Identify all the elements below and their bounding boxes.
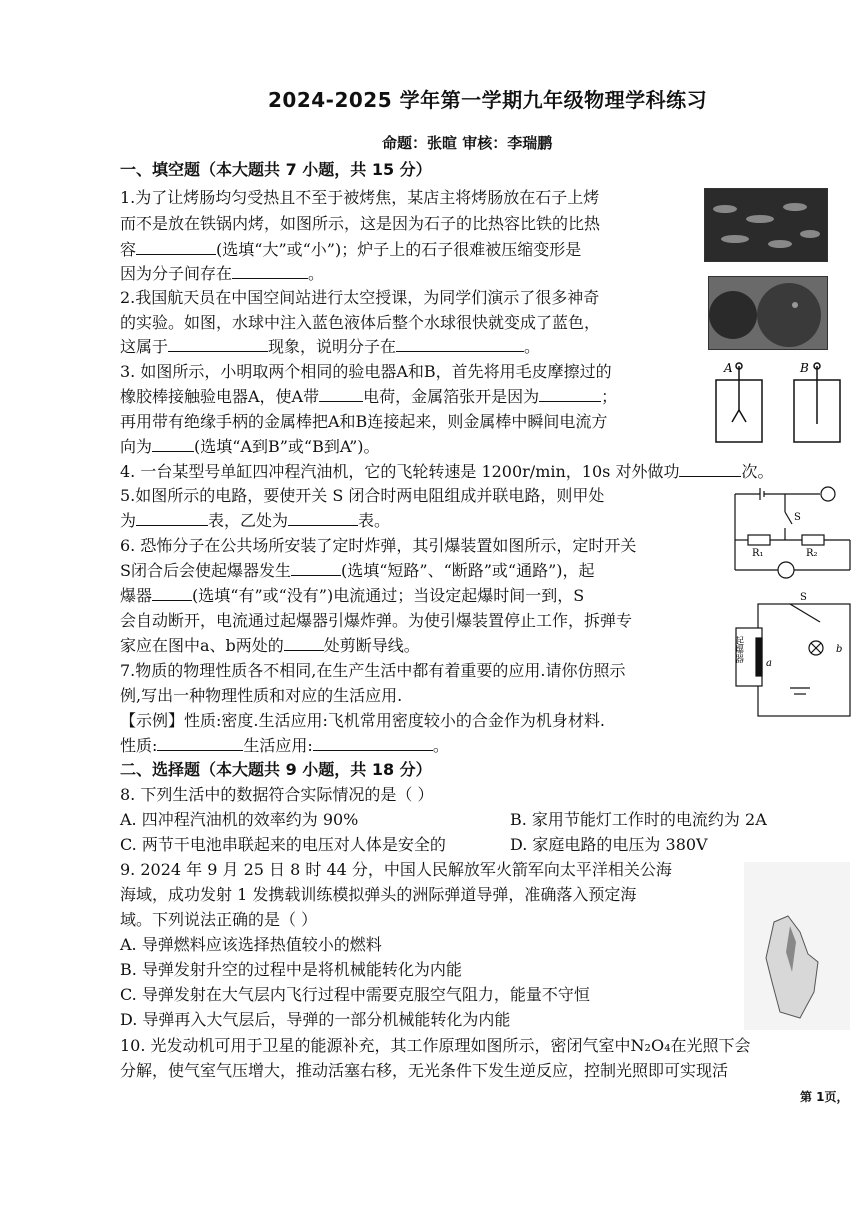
- q1-text: 因为分子间存在: [120, 264, 233, 283]
- q9-option-c[interactable]: C. 导弹发射在大气层内飞行过程中需要克服空气阻力，能量不守恒: [120, 985, 590, 1004]
- q6-text: (选填“有”或“没有”)电流通过；当设定起爆时间一到，S: [192, 586, 585, 605]
- q6-line2: [120, 561, 595, 581]
- missile-photo: [744, 862, 850, 1030]
- answer-blank[interactable]: [168, 337, 268, 352]
- bomb-circuit-figure: [730, 592, 855, 722]
- q4-text: 4. 一台某型号单缸四冲程汽油机，它的飞轮转速是 1200r/min，10s 对外做功: [120, 462, 680, 481]
- section1-heading: 一、填空题（本大题共 7 小题，共 15 分）: [120, 160, 432, 179]
- q3-line3: 再用带有绝缘手柄的金属棒把A和B连接起来，则金属棒中瞬间电流方: [120, 412, 608, 431]
- answer-blank[interactable]: [157, 736, 243, 751]
- q3-line2: [120, 387, 617, 407]
- bomb-detonator-label: 起爆器: [733, 636, 743, 663]
- answer-blank[interactable]: [136, 511, 208, 526]
- q2-line1: 2.我国航天员在中国空间站进行太空授课，为同学们演示了很多神奇: [120, 288, 600, 307]
- q6-text: 处剪断导线。: [323, 636, 420, 655]
- circuit-r2-label: R₂: [806, 548, 818, 559]
- q3-text: 向为: [120, 437, 153, 456]
- q7-line3: 【示例】性质:密度.生活应用:飞机常用密度较小的合金作为机身材料.: [120, 711, 605, 730]
- q2-line3: [120, 337, 540, 357]
- bomb-a-label: a: [766, 658, 772, 669]
- answer-blank[interactable]: [136, 240, 216, 255]
- q3-text: (选填“A到B”或“B到A”)。: [194, 437, 380, 456]
- q9-line3: 域。下列说法正确的是（ ）: [120, 910, 318, 929]
- page-number: 第 1页，: [800, 1090, 849, 1104]
- bomb-b-label: b: [836, 644, 843, 655]
- q10-line2: 分解，使气室气压增大，推动活塞右移，无光条件下发生逆反应，控制光照即可实现活: [120, 1061, 729, 1080]
- authors-line: 命题：张暄 审核：李瑞鹏: [382, 134, 553, 152]
- sausage-photo: [704, 188, 828, 262]
- electroscope-a-label: A: [724, 361, 733, 375]
- q1-text: 。: [308, 264, 325, 283]
- q7-line4: [120, 736, 449, 756]
- answer-blank[interactable]: [291, 561, 341, 576]
- answer-blank[interactable]: [679, 462, 741, 477]
- water-ball-photo: [708, 276, 828, 350]
- q7-line1: 7.物质的物理性质各不相同,在生产生活中都有着重要的应用.请你仿照示: [120, 661, 626, 680]
- q8-option-d[interactable]: D. 家庭电路的电压为 380V: [510, 835, 708, 854]
- answer-blank[interactable]: [232, 264, 308, 279]
- bomb-s-label: S: [800, 592, 807, 603]
- q3-text: ；: [601, 387, 618, 406]
- q4-line1: [120, 462, 773, 482]
- section2-heading: 二、选择题（本大题共 9 小题，共 18 分）: [120, 760, 432, 779]
- q6-text: 家应在图中a、b两处的: [120, 636, 284, 655]
- electroscope-b-label: B: [800, 361, 809, 375]
- q1-line1: 1.为了让烤肠均匀受热且不至于被烤焦，某店主将烤肠放在石子上烤: [120, 188, 600, 207]
- q7-text: 生活应用:: [243, 736, 313, 755]
- q9-line2: 海域，成功发射 1 发携载训练模拟弹头的洲际弹道导弹，准确落入预定海: [120, 885, 637, 904]
- answer-blank[interactable]: [539, 387, 601, 402]
- q1-line2: 而不是放在铁锅内烤，如图所示，这是因为石子的比热容比铁的比热: [120, 214, 601, 233]
- circuit-figure: [730, 484, 855, 584]
- q1-line4: [120, 264, 324, 284]
- q6-line5: [120, 636, 420, 656]
- q2-text: 现象，说明分子在: [268, 337, 397, 356]
- q8-option-b[interactable]: B. 家用节能灯工作时的电流约为 2A: [510, 810, 767, 829]
- q3-text: 电荷，金属箔张开是因为: [363, 387, 540, 406]
- answer-blank[interactable]: [284, 636, 324, 651]
- circuit-s-label: S: [794, 512, 801, 523]
- q9-option-b[interactable]: B. 导弹发射升空的过程中是将机械能转化为内能: [120, 960, 462, 979]
- answer-blank[interactable]: [152, 586, 192, 601]
- q9-line1: 9. 2024 年 9 月 25 日 8 时 44 分，中国人民解放军火箭军向太平洋相关公海: [120, 860, 672, 879]
- q5-line1: 5.如图所示的电路，要使开关 S 闭合时两电阻组成并联电路，则甲处: [120, 486, 605, 505]
- q6-text: 爆器: [120, 586, 153, 605]
- answer-blank[interactable]: [152, 437, 194, 452]
- q9-option-d[interactable]: D. 导弹再入大气层后，导弹的一部分机械能转化为内能: [120, 1010, 511, 1029]
- q7-line2: 例,写出一种物理性质和对应的生活应用.: [120, 686, 403, 705]
- q1-text: (选填“大”或“小”)；炉子上的石子很难被压缩变形是: [216, 240, 582, 259]
- q6-text: S闭合后会使起爆器发生: [120, 561, 291, 580]
- answer-blank[interactable]: [313, 736, 433, 751]
- q4-text: 次。: [741, 462, 774, 481]
- q2-text: 。: [524, 337, 541, 356]
- q8-option-c[interactable]: C. 两节干电池串联起来的电压对人体是安全的: [120, 835, 446, 854]
- answer-blank[interactable]: [396, 337, 524, 352]
- electroscope-figure: [712, 360, 852, 450]
- q5-line2: [120, 511, 390, 531]
- q2-line2: 的实验。如图，水球中注入蓝色液体后整个水球很快就变成了蓝色，: [120, 313, 601, 332]
- q7-text: 。: [432, 736, 449, 755]
- q3-line4: [120, 437, 380, 457]
- answer-blank[interactable]: [288, 511, 358, 526]
- page-title: 2024-2025 学年第一学期九年级物理学科练习: [268, 88, 708, 112]
- q6-line1: 6. 恐怖分子在公共场所安装了定时炸弹，其引爆装置如图所示，定时开关: [120, 536, 637, 555]
- q6-line3: [120, 586, 584, 606]
- q7-text: 性质:: [120, 736, 158, 755]
- q3-line1: 3. 如图所示，小明取两个相同的验电器A和B，首先将用毛皮摩擦过的: [120, 362, 612, 381]
- q9-option-a[interactable]: A. 导弹燃料应该选择热值较小的燃料: [120, 935, 382, 954]
- q2-text: 这属于: [120, 337, 169, 356]
- q8-stem: 8. 下列生活中的数据符合实际情况的是（ ）: [120, 785, 434, 804]
- q1-line3: [120, 240, 581, 260]
- q6-text: (选填“短路”、“断路”或“通路”)，起: [340, 561, 595, 580]
- q5-text: 表。: [358, 511, 391, 530]
- q5-text: 为: [120, 511, 137, 530]
- answer-blank[interactable]: [319, 387, 363, 402]
- q10-line1: 10. 光发动机可用于卫星的能源补充，其工作原理如图所示，密闭气室中N₂O₄在光照下会: [120, 1036, 751, 1055]
- q6-line4: 会自动断开，电流通过起爆器引爆炸弹。为使引爆装置停止工作，拆弹专: [120, 611, 633, 630]
- q8-option-a[interactable]: A. 四冲程汽油机的效率约为 90%: [120, 810, 359, 829]
- circuit-r1-label: R₁: [752, 548, 764, 559]
- q5-text: 表，乙处为: [208, 511, 289, 530]
- q3-text: 橡胶棒接触验电器A，使A带: [120, 387, 320, 406]
- q1-text: 容: [120, 240, 137, 259]
